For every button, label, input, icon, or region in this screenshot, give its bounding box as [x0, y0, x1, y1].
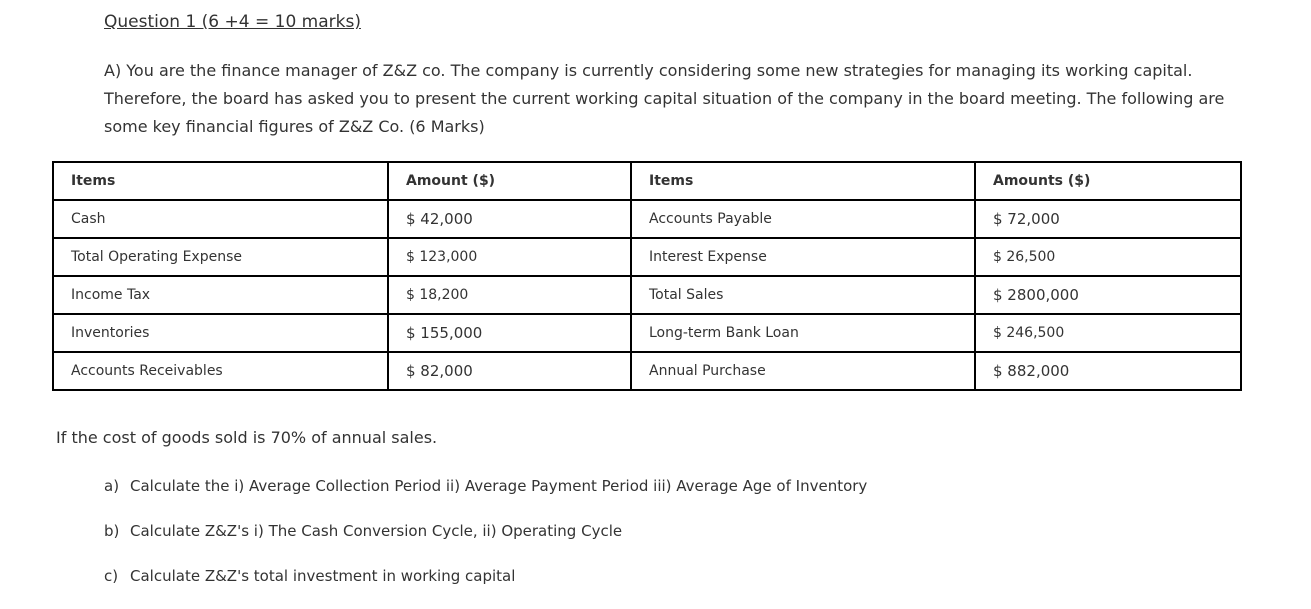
item-name: Annual Purchase: [631, 352, 975, 390]
item-amount: $ 82,000: [388, 352, 631, 390]
header-items: Items: [53, 162, 388, 200]
item-amount: $ 155,000: [388, 314, 631, 352]
task-text: Calculate Z&Z's i) The Cash Conversion Cycle, ii) Operating Cycle: [130, 522, 623, 540]
item-name: Income Tax: [53, 276, 388, 314]
item-name: Cash: [53, 200, 388, 238]
list-item: [104, 474, 867, 519]
task-marker: a): [104, 477, 120, 495]
item-name: Interest Expense: [631, 238, 975, 276]
item-amount: $ 26,500: [975, 238, 1241, 276]
header-amounts: Amounts ($): [975, 162, 1241, 200]
item-amount: $ 246,500: [975, 314, 1241, 352]
task-text: Calculate the i) Average Collection Period ii) Average Payment Period iii) Average Age of Inventory: [130, 477, 868, 495]
table-header-row: [53, 162, 1241, 200]
item-name: Total Operating Expense: [53, 238, 388, 276]
task-text: Calculate Z&Z's total investment in working capital: [130, 567, 516, 585]
table-row: [53, 238, 1241, 276]
header-amount: Amount ($): [388, 162, 631, 200]
item-name: Accounts Receivables: [53, 352, 388, 390]
task-marker: c): [104, 567, 119, 585]
cogs-note: If the cost of goods sold is 70% of annual sales.: [56, 428, 438, 447]
item-amount: $ 123,000: [388, 238, 631, 276]
list-item: [104, 519, 867, 564]
list-item: [104, 564, 867, 609]
table-row: [53, 352, 1241, 390]
item-amount: $ 882,000: [975, 352, 1241, 390]
financial-figures-table: [52, 161, 1242, 391]
header-items-2: Items: [631, 162, 975, 200]
item-amount: $ 2800,000: [975, 276, 1241, 314]
table-row: [53, 314, 1241, 352]
item-name: Accounts Payable: [631, 200, 975, 238]
item-amount: $ 42,000: [388, 200, 631, 238]
item-name: Inventories: [53, 314, 388, 352]
item-amount: $ 72,000: [975, 200, 1241, 238]
table-row: [53, 200, 1241, 238]
item-name: Total Sales: [631, 276, 975, 314]
table-row: [53, 276, 1241, 314]
item-name: Long-term Bank Loan: [631, 314, 975, 352]
task-list: [104, 474, 867, 609]
task-marker: b): [104, 522, 120, 540]
question-heading: Question 1 (6 +4 = 10 marks): [104, 12, 361, 32]
item-amount: $ 18,200: [388, 276, 631, 314]
intro-paragraph: A) You are the finance manager of Z&Z co. The company is currently considering some new strategies for managing its working capital. Therefore, the board has asked you to present the current working capital situation of the company in the board meeting. The following are some key financial figures of Z&Z Co. (6 Marks): [104, 61, 1225, 136]
